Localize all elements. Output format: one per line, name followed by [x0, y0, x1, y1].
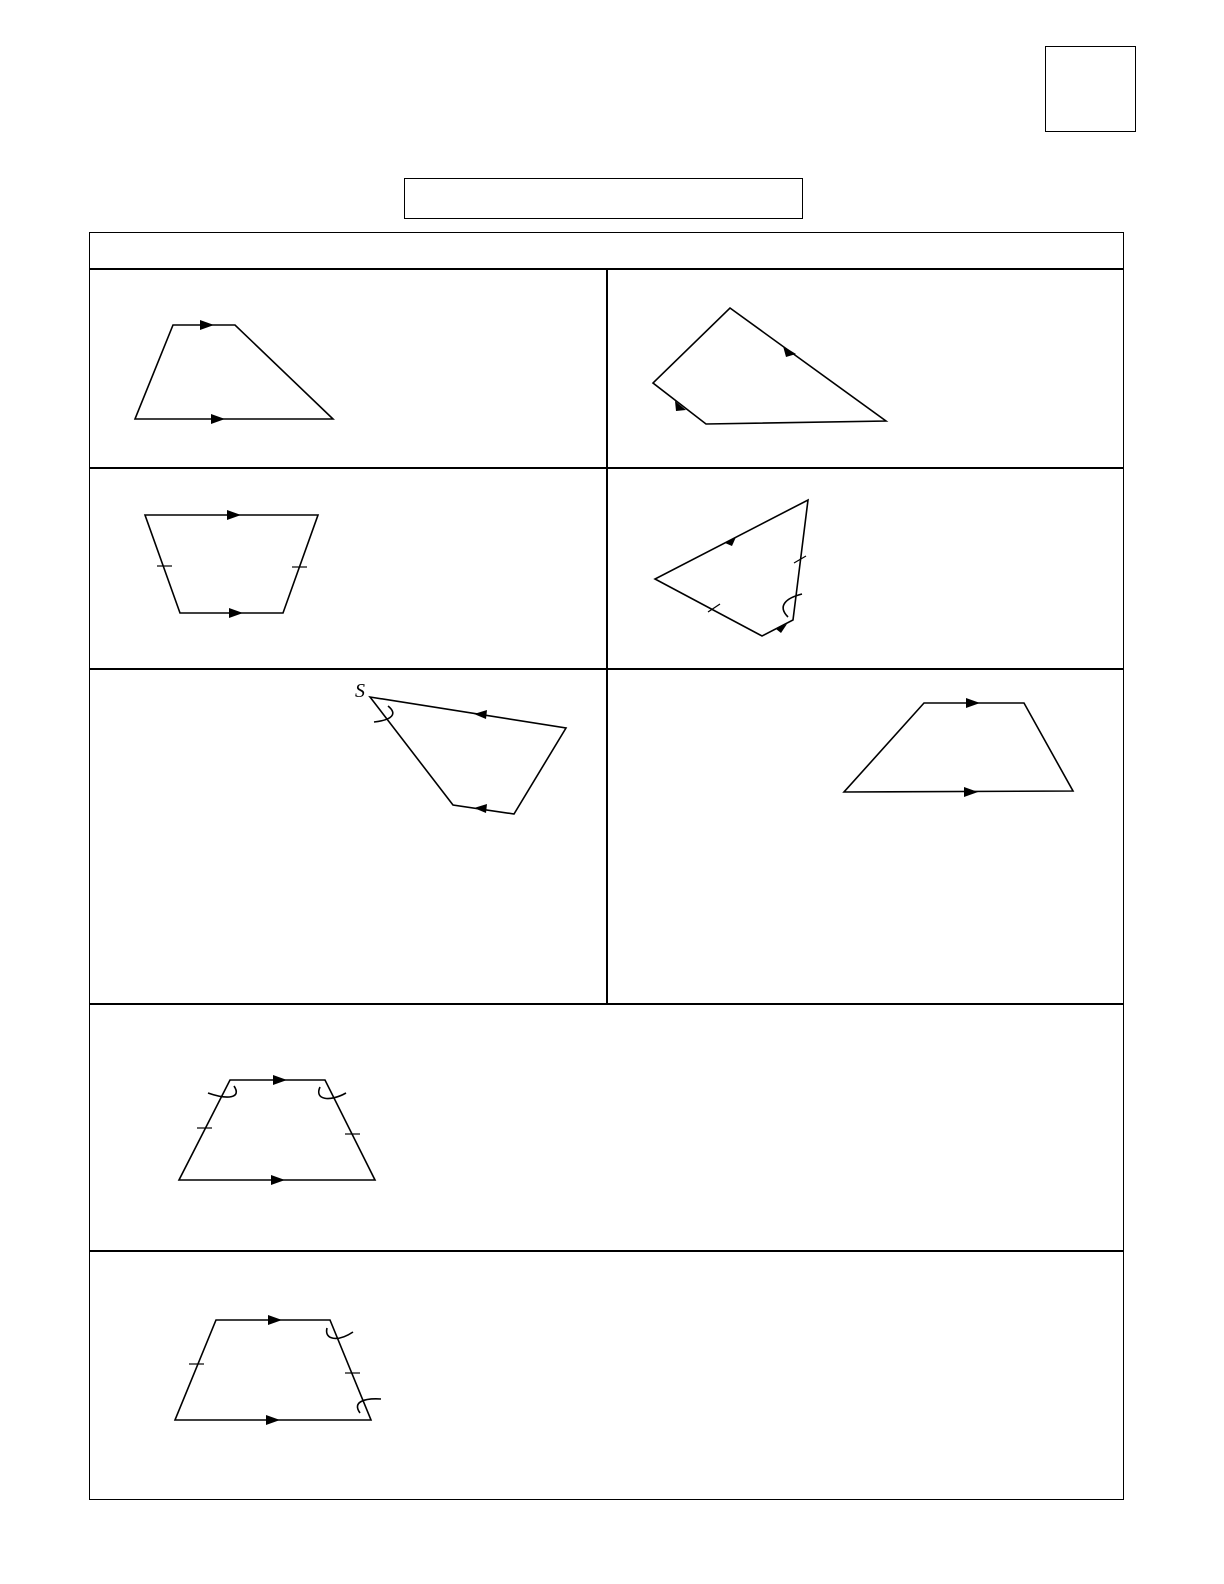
vertex-label-s: S	[355, 680, 365, 702]
